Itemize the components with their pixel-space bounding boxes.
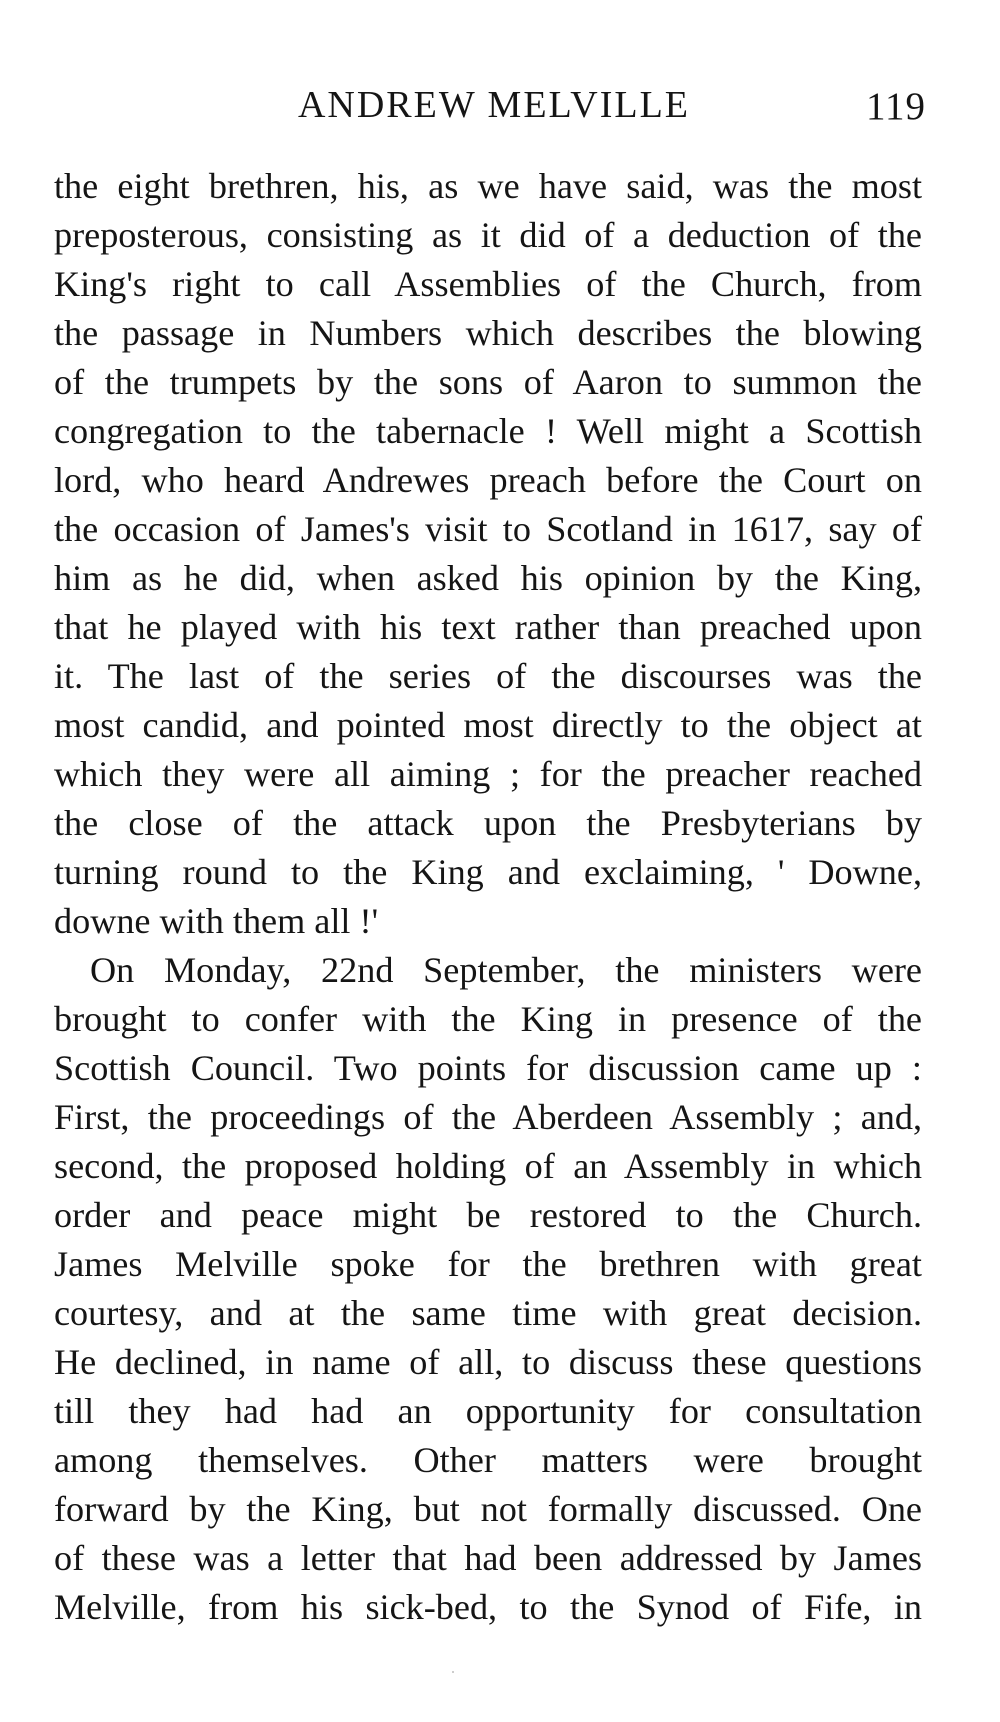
text-line: the eight brethren, his, as we have said, was the most bbox=[54, 166, 922, 206]
running-header bbox=[54, 78, 934, 132]
text-line: He declined, in name of all, to discuss these questions bbox=[54, 1342, 922, 1382]
text-line: James Melville spoke for the brethren with great bbox=[54, 1244, 922, 1284]
text-line: downe with them all !' bbox=[54, 901, 379, 941]
text-line: congregation to the tabernacle ! Well might a Scottish bbox=[54, 411, 922, 451]
page-number: 119 bbox=[865, 85, 926, 128]
text-line: it. The last of the series of the discourses was the bbox=[54, 656, 922, 696]
text-line: of these was a letter that had been addressed by James bbox=[54, 1538, 922, 1578]
text-line: turning round to the King and exclaiming, ' Downe, bbox=[54, 852, 922, 892]
scan-speck bbox=[452, 1671, 454, 1673]
body-text bbox=[54, 162, 922, 1632]
text-line: the occasion of James's visit to Scotland in 1617, say of bbox=[54, 509, 922, 549]
text-line: forward by the King, but not formally discussed. One bbox=[54, 1489, 922, 1529]
text-line: Scottish Council. Two points for discussion came up : bbox=[54, 1048, 922, 1088]
paragraph-first-line: On Monday, 22nd September, the ministers were bbox=[90, 950, 922, 990]
text-line: of the trumpets by the sons of Aaron to summon the bbox=[54, 362, 922, 402]
text-line: preposterous, consisting as it did of a deduction of the bbox=[54, 215, 922, 255]
text-line: King's right to call Assemblies of the Church, from bbox=[54, 264, 922, 304]
text-line: among themselves. Other matters were brought bbox=[54, 1440, 922, 1480]
text-line: which they were all aiming ; for the preacher reached bbox=[54, 754, 922, 794]
text-line: till they had had an opportunity for consultation bbox=[54, 1391, 922, 1431]
text-line: that he played with his text rather than preached upon bbox=[54, 607, 922, 647]
text-line: order and peace might be restored to the Church. bbox=[54, 1195, 922, 1235]
text-line: most candid, and pointed most directly to the object at bbox=[54, 705, 922, 745]
text-line: brought to confer with the King in presence of the bbox=[54, 999, 922, 1039]
running-title: ANDREW MELVILLE bbox=[297, 84, 691, 126]
text-line: the passage in Numbers which describes the blowing bbox=[54, 313, 922, 353]
text-line: the close of the attack upon the Presbyterians by bbox=[54, 803, 922, 843]
text-line: lord, who heard Andrewes preach before the Court on bbox=[54, 460, 922, 500]
text-line: First, the proceedings of the Aberdeen Assembly ; and, bbox=[54, 1097, 922, 1137]
text-line: Melville, from his sick-bed, to the Synod of Fife, in bbox=[54, 1587, 922, 1627]
text-line: him as he did, when asked his opinion by the King, bbox=[54, 558, 922, 598]
text-line: courtesy, and at the same time with great decision. bbox=[54, 1293, 922, 1333]
text-line: second, the proposed holding of an Assembly in which bbox=[54, 1146, 922, 1186]
